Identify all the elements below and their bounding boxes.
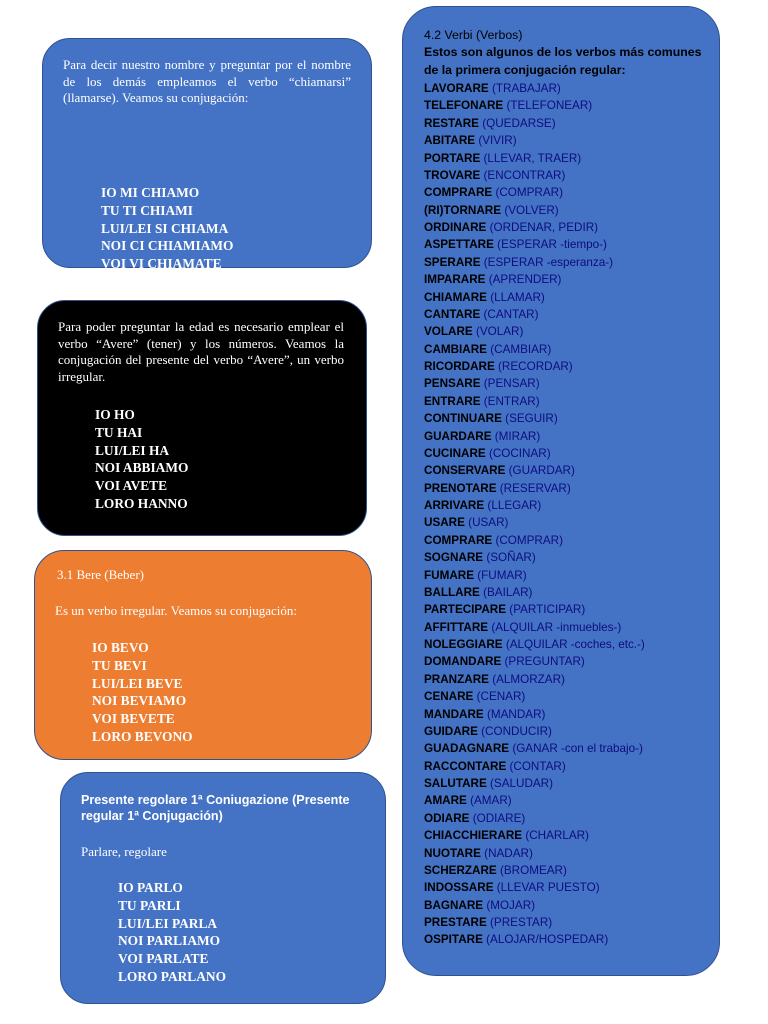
verb-item xyxy=(424,671,645,688)
verb-item xyxy=(424,97,645,114)
verb-italian: SOGNARE xyxy=(424,551,484,565)
verb-spanish: (PENSAR) xyxy=(483,377,540,391)
regolare-box xyxy=(60,772,386,1004)
avere-box xyxy=(37,300,367,536)
verb-italian: INDOSSARE xyxy=(424,881,494,895)
verb-spanish: (COMPRAR) xyxy=(495,186,563,200)
verb-italian: CHIAMARE xyxy=(424,290,487,304)
verb-spanish: (ALMORZAR) xyxy=(492,672,565,686)
verb-item xyxy=(424,914,645,931)
verb-item xyxy=(424,428,645,445)
verb-italian: COMPRARE xyxy=(424,186,493,200)
verb-spanish: (CANTAR) xyxy=(483,307,539,321)
verb-italian: PORTARE xyxy=(424,151,481,165)
verb-spanish: (RECORDAR) xyxy=(498,360,573,373)
verb-spanish: (TELEFONEAR) xyxy=(506,99,593,113)
verb-italian: PRESTARE xyxy=(424,916,487,929)
chiamarsi-conjugation xyxy=(101,184,237,291)
verb-italian: CANTARE xyxy=(424,307,481,321)
verb-item xyxy=(424,567,645,584)
verb-spanish: (COCINAR) xyxy=(488,446,551,460)
verb-italian: PRENOTARE xyxy=(424,481,497,495)
conjugation-line: LUI/LEI HA xyxy=(95,442,170,458)
verb-italian: CHIACCHIERARE xyxy=(424,829,523,843)
verb-spanish: (VIVIR) xyxy=(478,134,517,148)
verb-italian: GUADAGNARE xyxy=(424,742,510,756)
verb-item xyxy=(424,758,645,775)
verb-italian: ENTRARE xyxy=(424,394,481,408)
conjugation-line: LORO SI CHIAMANO xyxy=(101,273,238,289)
chiamarsi-intro: Para decir nuestro nombre y preguntar por el nombre de los demás empleamos el verbo “chiamarsi” (llamarse). Veamos su conjugación: xyxy=(63,57,351,105)
conjugation-line: TU HAI xyxy=(95,424,143,440)
verb-item xyxy=(424,410,645,427)
verb-italian: PARTECIPARE xyxy=(424,603,507,617)
verb-item xyxy=(424,202,645,219)
verb-italian: PENSARE xyxy=(424,377,481,391)
conjugation-line: TU BEVI xyxy=(92,657,147,673)
verb-spanish: (VOLAR) xyxy=(475,325,524,339)
verb-italian: GUARDARE xyxy=(424,429,492,443)
verb-spanish: (AMAR) xyxy=(470,794,512,808)
verb-italian: TELEFONARE xyxy=(424,99,504,113)
verb-italian: RESTARE xyxy=(424,116,479,130)
verb-item xyxy=(424,584,645,601)
verb-italian: AFFITTARE xyxy=(424,620,489,634)
verb-spanish: (NADAR) xyxy=(484,846,533,860)
verb-spanish: (GUARDAR) xyxy=(508,464,575,478)
verb-italian: TROVARE xyxy=(424,168,481,182)
verb-spanish: (PARTICIPAR) xyxy=(509,603,586,617)
conjugation-line: NOI ABBIAMO xyxy=(95,460,189,476)
verb-spanish: (ALQUILAR -coches, etc.-) xyxy=(505,638,645,651)
verb-italian: CENARE xyxy=(424,690,474,704)
verb-item xyxy=(424,740,645,757)
verbi-heading-text: Estos son algunos de los verbos más comunes de la primera conjugación regular: xyxy=(424,45,702,77)
verb-spanish: (ALOJAR/HOSPEDAR) xyxy=(486,933,609,947)
verb-item xyxy=(424,150,645,167)
verb-spanish: (LLEVAR, TRAER) xyxy=(483,151,582,165)
verb-item xyxy=(424,879,645,896)
verb-item xyxy=(424,653,645,670)
avere-conjugation xyxy=(95,406,188,513)
verb-italian: SCHERZARE xyxy=(424,863,497,877)
conjugation-line: IO PARLO xyxy=(118,880,183,895)
verb-spanish: (LLEVAR PUESTO) xyxy=(496,881,600,895)
verb-italian: CONSERVARE xyxy=(424,464,506,478)
regolare-conjugation xyxy=(118,879,226,986)
verb-spanish: (APRENDER) xyxy=(488,273,562,287)
verb-italian: SPERARE xyxy=(424,255,481,269)
verb-italian: NOLEGGIARE xyxy=(424,638,503,651)
chiamarsi-box xyxy=(42,38,372,289)
verb-item xyxy=(424,810,645,827)
verb-item xyxy=(424,601,645,618)
verb-italian: ODIARE xyxy=(424,811,470,825)
verb-italian: AMARE xyxy=(424,794,467,808)
verb-spanish: (BROMEAR) xyxy=(499,863,567,877)
verb-item xyxy=(424,289,645,306)
verb-italian: OSPITARE xyxy=(424,933,483,947)
regolare-subtitle: Parlare, regolare xyxy=(81,844,167,859)
verb-spanish: (CAMBIAR) xyxy=(490,342,552,356)
verb-spanish: (ORDENAR, PEDIR) xyxy=(489,221,599,234)
conjugation-line: NOI PARLIAMO xyxy=(118,933,221,949)
verbi-heading-number: 4.2 Verbi (Verbos) xyxy=(424,28,523,42)
verb-italian: SALUTARE xyxy=(424,777,487,790)
verb-spanish: (CENAR) xyxy=(476,690,526,704)
conjugation-line: VOI BEVETE xyxy=(92,711,175,727)
conjugation-line: LUI/LEI SI CHIAMA xyxy=(101,220,229,236)
verb-spanish: (MOJAR) xyxy=(486,898,536,912)
regolare-title: Presente regolare 1ª Coniugazione (Presente regular 1ª Conjugación) xyxy=(81,793,350,823)
bere-intro: Es un verbo irregular. Veamos su conjugación: xyxy=(55,603,298,618)
verb-item xyxy=(424,393,645,410)
conjugation-line: LORO HANNO xyxy=(95,495,188,511)
verb-item xyxy=(424,827,645,844)
verb-italian: CUCINARE xyxy=(424,446,486,460)
verb-italian: VOLARE xyxy=(424,325,473,339)
verb-item xyxy=(424,619,645,636)
verb-item xyxy=(424,445,645,462)
verb-italian: USARE xyxy=(424,516,465,530)
verb-italian: FUMARE xyxy=(424,568,474,582)
verb-spanish: (CHARLAR) xyxy=(525,829,589,843)
verbi-box xyxy=(402,6,720,976)
conjugation-line: LORO PARLANO xyxy=(118,968,226,984)
conjugation-line: VOI PARLATE xyxy=(118,951,209,967)
verb-item xyxy=(424,254,645,271)
conjugation-line: IO MI CHIAMO xyxy=(101,185,200,200)
verb-item xyxy=(424,306,645,323)
verb-italian: CONTINUARE xyxy=(424,412,502,426)
verb-item xyxy=(424,775,645,792)
conjugation-line: LUI/LEI BEVE xyxy=(92,675,183,691)
conjugation-line: TU TI CHIAMI xyxy=(101,202,194,218)
verb-item xyxy=(424,636,645,653)
verb-spanish: (LLAMAR) xyxy=(490,290,545,304)
conjugation-line: IO BEVO xyxy=(92,640,149,655)
conjugation-line: VOI VI CHIAMATE xyxy=(101,256,222,272)
verb-item xyxy=(424,80,645,97)
avere-intro: Para poder preguntar la edad es necesario emplear el verbo “Avere” (tener) y los números. Veamos la conjugación del presente del verbo “Avere”, un verbo irregular. xyxy=(58,319,344,384)
verb-spanish: (BAILAR) xyxy=(483,585,533,599)
bere-box xyxy=(34,550,372,760)
verb-spanish: (FUMAR) xyxy=(477,568,527,582)
verb-italian: ABITARE xyxy=(424,134,476,148)
conjugation-line: VOI AVETE xyxy=(95,478,168,494)
verb-item xyxy=(424,184,645,201)
verb-spanish: (LLEGAR) xyxy=(487,499,542,512)
verb-item xyxy=(424,167,645,184)
verb-item xyxy=(424,532,645,549)
verb-italian: BAGNARE xyxy=(424,898,484,912)
verb-spanish: (SALUDAR) xyxy=(490,777,554,790)
verb-item xyxy=(424,375,645,392)
verb-spanish: (COMPRAR) xyxy=(495,533,563,547)
verb-italian: BALLARE xyxy=(424,585,480,599)
verb-item xyxy=(424,236,645,253)
verb-spanish: (ENTRAR) xyxy=(483,394,540,408)
verb-item xyxy=(424,462,645,479)
conjugation-line: TU PARLI xyxy=(118,897,181,913)
verb-item xyxy=(424,219,645,236)
verb-item xyxy=(424,792,645,809)
verb-spanish: (TRABAJAR) xyxy=(491,82,561,95)
verb-italian: LAVORARE xyxy=(424,82,489,95)
verb-item xyxy=(424,845,645,862)
verb-item xyxy=(424,358,645,375)
verb-italian: RICORDARE xyxy=(424,360,495,373)
conjugation-line: IO HO xyxy=(95,407,135,422)
verb-item xyxy=(424,497,645,514)
verb-item xyxy=(424,688,645,705)
verb-italian: PRANZARE xyxy=(424,672,489,686)
verb-italian: DOMANDARE xyxy=(424,655,502,669)
conjugation-line: LORO BEVONO xyxy=(92,728,193,744)
verb-italian: MANDARE xyxy=(424,707,484,721)
verb-spanish: (VOLVER) xyxy=(504,203,559,217)
verb-spanish: (ALQUILAR -inmuebles-) xyxy=(491,620,622,634)
verb-spanish: (QUEDARSE) xyxy=(482,116,556,130)
verb-item xyxy=(424,115,645,132)
verb-item xyxy=(424,271,645,288)
verb-italian: (RI)TORNARE xyxy=(424,203,502,217)
verb-item xyxy=(424,897,645,914)
verb-italian: ARRIVARE xyxy=(424,499,485,512)
verb-spanish: (RESERVAR) xyxy=(499,481,571,495)
bere-title: 3.1 Bere (Beber) xyxy=(57,567,144,582)
verb-item xyxy=(424,931,645,948)
verb-spanish: (CONTAR) xyxy=(509,759,566,773)
bere-conjugation xyxy=(92,639,193,746)
verbi-heading xyxy=(424,27,716,79)
verb-spanish: (PRESTAR) xyxy=(490,916,553,929)
verb-italian: GUIDARE xyxy=(424,724,478,738)
verb-item xyxy=(424,862,645,879)
verb-item xyxy=(424,706,645,723)
verb-spanish: (SEGUIR) xyxy=(505,412,558,426)
conjugation-line: NOI CI CHIAMIAMO xyxy=(101,238,234,254)
verb-item xyxy=(424,323,645,340)
verb-list xyxy=(424,80,645,949)
verb-spanish: (MANDAR) xyxy=(486,707,546,721)
verb-italian: ASPETTARE xyxy=(424,238,494,252)
verb-spanish: (GANAR -con el trabajo-) xyxy=(512,742,643,756)
verb-italian: COMPRARE xyxy=(424,533,493,547)
conjugation-line: LUI/LEI PARLA xyxy=(118,915,218,931)
verb-item xyxy=(424,480,645,497)
verb-spanish: (CONDUCIR) xyxy=(481,724,552,738)
verb-spanish: (SOÑAR) xyxy=(486,551,536,565)
verb-spanish: (ESPERAR -tiempo-) xyxy=(497,238,607,252)
verb-item xyxy=(424,549,645,566)
verb-item xyxy=(424,341,645,358)
verb-italian: IMPARARE xyxy=(424,273,486,287)
verb-spanish: (ODIARE) xyxy=(472,811,526,825)
verb-item xyxy=(424,723,645,740)
verb-item xyxy=(424,514,645,531)
verb-italian: NUOTARE xyxy=(424,846,481,860)
verb-spanish: (MIRAR) xyxy=(494,429,541,443)
verb-spanish: (PREGUNTAR) xyxy=(504,655,585,669)
verb-item xyxy=(424,132,645,149)
conjugation-line: NOI BEVIAMO xyxy=(92,693,187,709)
verb-spanish: (USAR) xyxy=(468,516,509,530)
verb-italian: ORDINARE xyxy=(424,221,487,234)
verb-spanish: (ENCONTRAR) xyxy=(483,168,566,182)
verb-italian: CAMBIARE xyxy=(424,342,487,356)
verb-italian: RACCONTARE xyxy=(424,759,507,773)
verb-spanish: (ESPERAR -esperanza-) xyxy=(483,255,614,269)
